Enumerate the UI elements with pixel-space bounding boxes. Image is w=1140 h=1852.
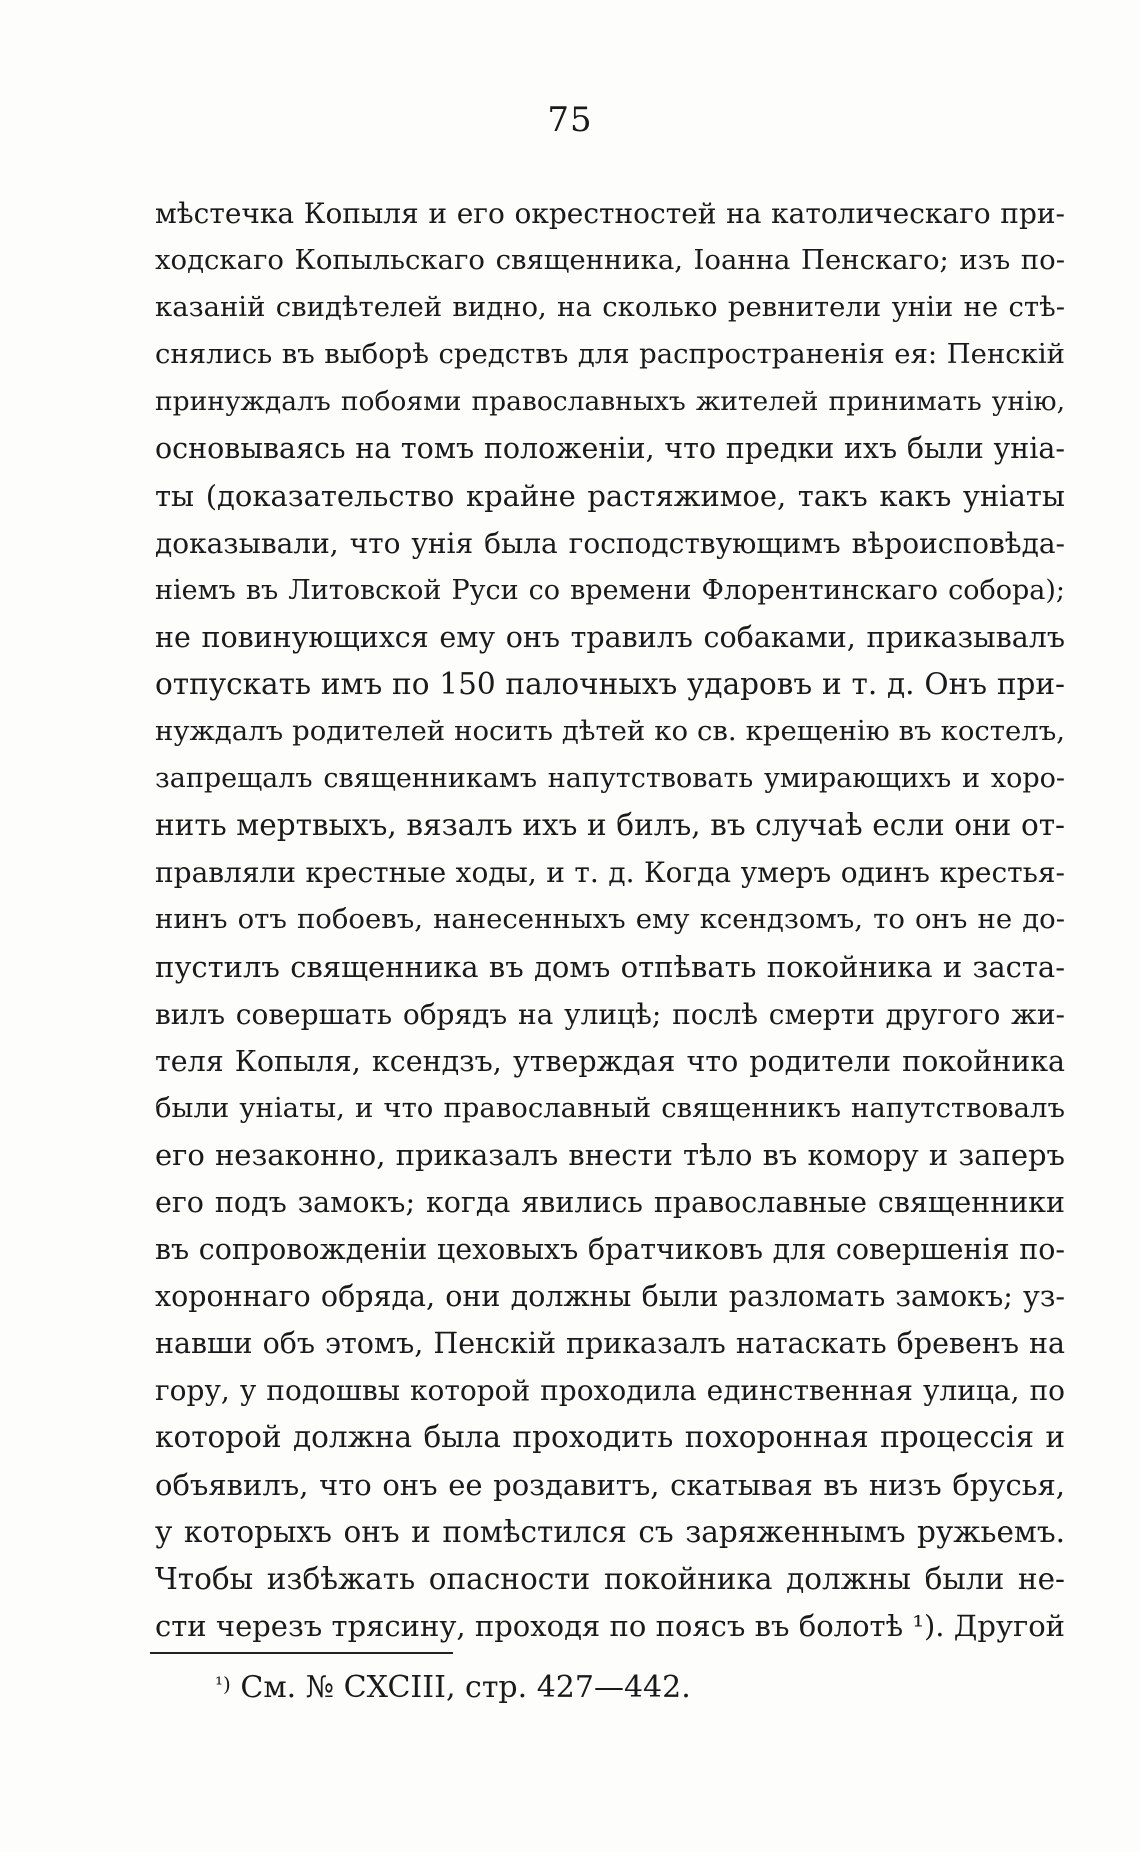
page-number: 75 xyxy=(547,100,593,140)
footnote-divider xyxy=(150,1652,453,1654)
footnote-text: См. № CXCIII, стр. 427—442. xyxy=(240,1670,691,1705)
text-line: были уніаты, и что православный священникъ напутствовалъ xyxy=(155,1091,1065,1124)
text-line: не повинующихся ему онъ травилъ собаками, приказывалъ xyxy=(155,620,1065,654)
text-line: Чтобы избѣжать опасности покойника должны были не- xyxy=(155,1561,1065,1596)
text-line: доказывали, что унія была господствующимъ вѣроисповѣда- xyxy=(155,526,1065,560)
footnote xyxy=(215,1668,691,1708)
text-line: гору, у подошвы которой проходила единственная улица, по xyxy=(155,1374,1065,1408)
text-line: ходскаго Копыльскаго священника, Іоанна Пенскаго; изъ по- xyxy=(155,244,1065,277)
text-line: основываясь на томъ положеніи, что предки ихъ были уніа- xyxy=(155,432,1065,466)
text-line: нуждалъ родителей носить дѣтей ко св. крещенію въ костелъ, xyxy=(155,715,1065,748)
text-line: сти черезъ трясину, проходя по поясъ въ болотѣ ¹). Другой xyxy=(155,1608,1065,1643)
text-line: ніемъ въ Литовской Руси со времени Флорентинскаго собора); xyxy=(155,574,1065,606)
text-line: отпускать имъ по 150 палочныхъ ударовъ и т. д. Онъ при- xyxy=(155,666,1065,701)
text-line: его подъ замокъ; когда явились православные священники xyxy=(155,1185,1065,1219)
text-line: нинъ отъ побоевъ, нанесенныхъ ему ксендзомъ, то онъ не до- xyxy=(155,903,1065,936)
text-line: принуждалъ побоями православныхъ жителей принимать унію, xyxy=(155,386,1065,418)
text-line: теля Копыля, ксендзъ, утверждая что родители покойника xyxy=(155,1044,1065,1078)
text-line: пустилъ священника въ домъ отпѣвать покойника и заста- xyxy=(155,949,1065,984)
text-line: у которыхъ онъ и помѣстился съ заряженнымъ ружьемъ. xyxy=(155,1514,1065,1549)
text-line: снялись въ выборѣ средствъ для распространенія ея: Пенскій xyxy=(155,338,1065,371)
text-line: въ сопровожденіи цеховыхъ братчиковъ для совершенія по- xyxy=(155,1233,1065,1267)
text-line: ты (доказательство крайне растяжимое, такъ какъ уніаты xyxy=(155,478,1065,513)
text-line: казаній свидѣтелей видно, на сколько ревнители уніи не стѣ- xyxy=(155,291,1065,324)
text-line: запрещалъ священникамъ напутствовать умирающихъ и хоро- xyxy=(155,763,1065,795)
text-line: мѣстечка Копыля и его окрестностей на католическаго при- xyxy=(155,197,1065,230)
footnote-marker: ¹) xyxy=(215,1672,231,1696)
body-text xyxy=(155,190,1065,1650)
text-line: объявилъ, что онъ ее роздавитъ, скатывая въ низъ брусья, xyxy=(155,1467,1065,1502)
text-line: хороннаго обряда, они должны были разломать замокъ; уз- xyxy=(155,1280,1065,1314)
text-line: которой должна была проходить похоронная процессія и xyxy=(155,1420,1065,1455)
text-line: навши объ этомъ, Пенскій приказалъ натаскать бревенъ на xyxy=(155,1327,1065,1361)
text-line: нить мертвыхъ, вязалъ ихъ и билъ, въ случаѣ если они от- xyxy=(155,808,1065,843)
text-line: его незаконно, приказалъ внести тѣло въ комору и заперъ xyxy=(155,1137,1065,1172)
text-line: вилъ совершать обрядъ на улицѣ; послѣ смерти другого жи- xyxy=(155,997,1065,1031)
text-line: правляли крестные ходы, и т. д. Когда умеръ одинъ крестья- xyxy=(155,856,1065,890)
